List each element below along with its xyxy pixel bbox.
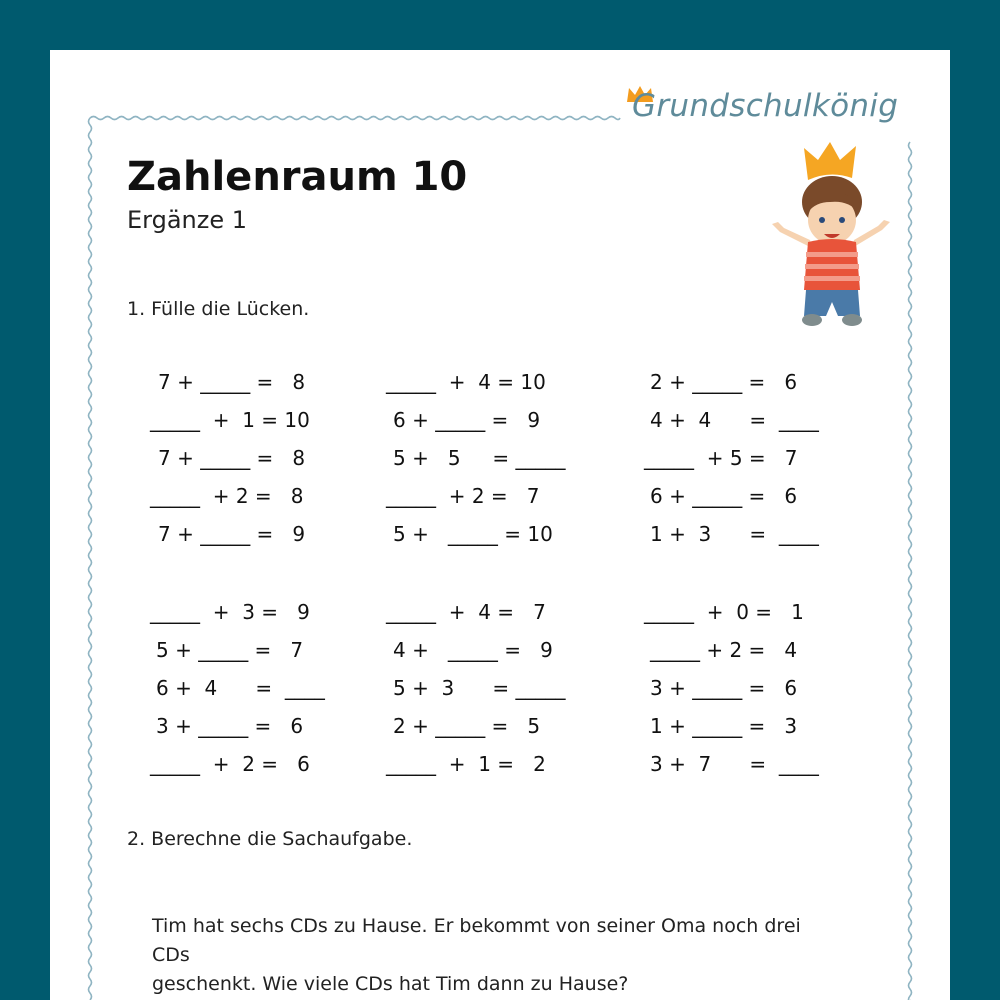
equation-b1-c1-r5[interactable]: 7 + _____ = 9: [158, 522, 306, 546]
equation-b2-c3-r5[interactable]: 3 + 7 = ____: [650, 752, 819, 776]
equation-b1-c1-r2[interactable]: _____ + 1 = 10: [150, 408, 310, 432]
equation-b1-c2-r3[interactable]: 5 + 5 = _____: [393, 446, 566, 470]
equation-b2-c1-r2[interactable]: 5 + _____ = 7: [156, 638, 304, 662]
equation-b2-c2-r3[interactable]: 5 + 3 = _____: [393, 676, 566, 700]
equation-b2-c1-r1[interactable]: _____ + 3 = 9: [150, 600, 310, 624]
equation-b1-c2-r2[interactable]: 6 + _____ = 9: [393, 408, 541, 432]
page-title: Zahlenraum 10: [127, 154, 468, 200]
task-1-heading: 1. Fülle die Lücken.: [127, 298, 310, 320]
equation-b2-c3-r2[interactable]: _____ + 2 = 4: [650, 638, 798, 662]
equation-b1-c3-r1[interactable]: 2 + _____ = 6: [650, 370, 798, 394]
word-problem-text: [152, 912, 832, 999]
word-problem-line: Tim hat sechs CDs zu Hause. Er bekommt von seiner Oma noch drei CDs: [152, 915, 801, 966]
equation-b1-c3-r5[interactable]: 1 + 3 = ____: [650, 522, 819, 546]
equation-b2-c3-r1[interactable]: _____ + 0 = 1: [644, 600, 804, 624]
task-2-heading: 2. Berechne die Sachaufgabe.: [127, 828, 413, 850]
equation-b1-c3-r4[interactable]: 6 + _____ = 6: [650, 484, 798, 508]
equation-b2-c2-r1[interactable]: _____ + 4 = 7: [386, 600, 546, 624]
equation-b2-c3-r3[interactable]: 3 + _____ = 6: [650, 676, 798, 700]
equation-b2-c3-r4[interactable]: 1 + _____ = 3: [650, 714, 798, 738]
equation-b1-c3-r3[interactable]: _____ + 5 = 7: [644, 446, 798, 470]
page-subtitle: Ergänze 1: [127, 206, 248, 234]
equation-b1-c3-r2[interactable]: 4 + 4 = ____: [650, 408, 819, 432]
equation-b2-c2-r4[interactable]: 2 + _____ = 5: [393, 714, 541, 738]
equation-b2-c2-r2[interactable]: 4 + _____ = 9: [393, 638, 553, 662]
equation-b1-c1-r3[interactable]: 7 + _____ = 8: [158, 446, 306, 470]
boy-with-crown-mascot-icon: [760, 140, 895, 330]
equation-b1-c2-r5[interactable]: 5 + _____ = 10: [393, 522, 553, 546]
equation-b2-c1-r5[interactable]: _____ + 2 = 6: [150, 752, 310, 776]
word-problem-line: geschenkt. Wie viele CDs hat Tim dann zu Hause?: [152, 973, 629, 995]
brand-logo-text: Grundschulkönig: [632, 88, 899, 124]
equation-b1-c1-r4[interactable]: _____ + 2 = 8: [150, 484, 304, 508]
equation-b1-c2-r1[interactable]: _____ + 4 = 10: [386, 370, 546, 394]
equation-b1-c2-r4[interactable]: _____ + 2 = 7: [386, 484, 540, 508]
worksheet-page: [50, 50, 950, 1000]
equation-b2-c2-r5[interactable]: _____ + 1 = 2: [386, 752, 546, 776]
equation-b1-c1-r1[interactable]: 7 + _____ = 8: [158, 370, 306, 394]
equation-b2-c1-r4[interactable]: 3 + _____ = 6: [156, 714, 304, 738]
equation-b2-c1-r3[interactable]: 6 + 4 = ____: [156, 676, 325, 700]
